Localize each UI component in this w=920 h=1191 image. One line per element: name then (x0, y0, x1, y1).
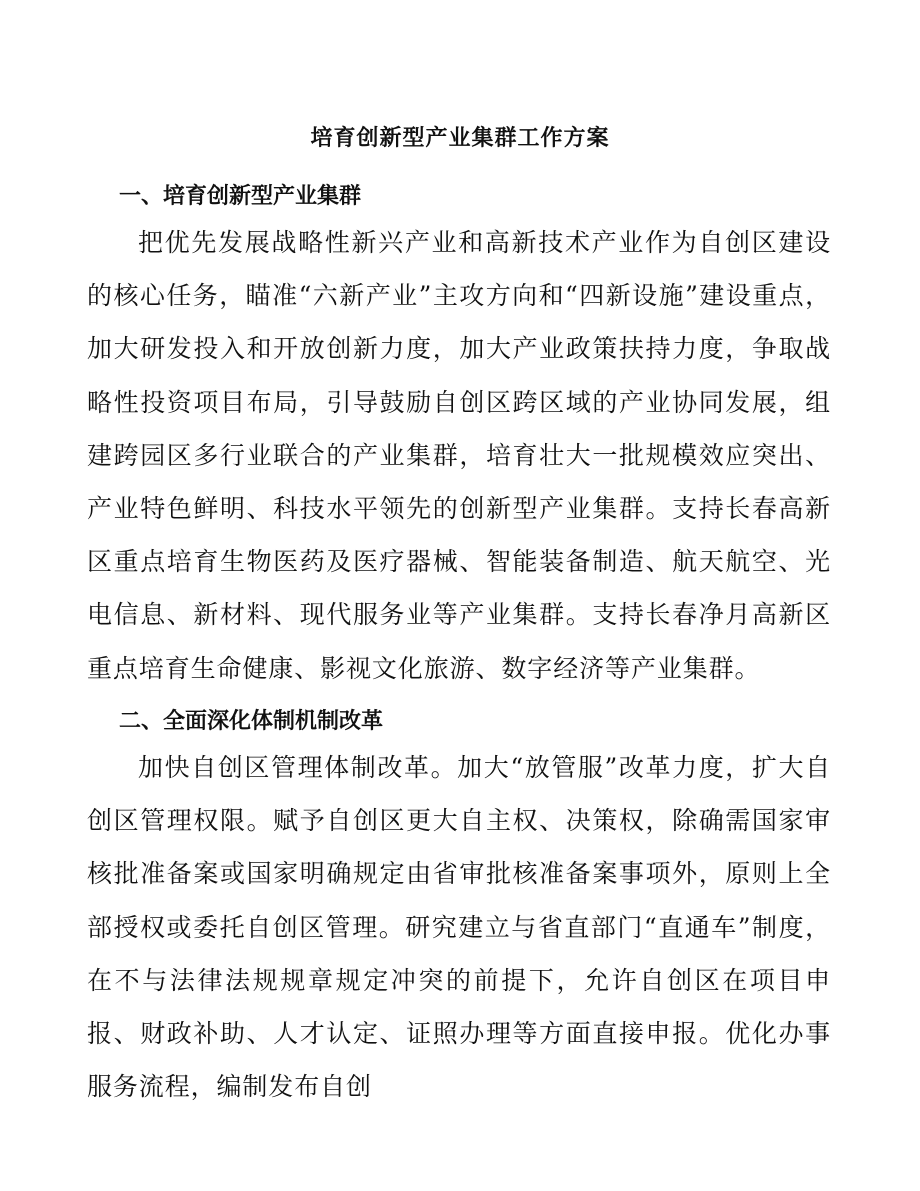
section-heading-2: 二、全面深化体制机制改革 (119, 708, 384, 734)
section-paragraph-1: 把优先发展战略性新兴产业和高新技术产业作为自创区建设的核心任务，瞄准“六新产业”主攻方向和“四新设施”建设重点，加大研发投入和开放创新力度，加大产业政策扶持力度，争取战略性投资项目布局，引导鼓励自创区跨区域的产业协同发展，组建跨园区多行业联合的产业集群，培育壮大一批规模效应突出、产业特色鲜明、科技水平领先的创新型产业集群。支持长春高新区重点培育生物医药及医疗器械、智能装备制造、航天航空、光电信息、新材料、现代服务业等产业集群。支持长春净月高新区重点培育生命健康、影视文化旅游、数字经济等产业集群。 (87, 228, 831, 683)
document-title: 培育创新型产业集群工作方案 (310, 125, 610, 151)
section-heading-1: 一、培育创新型产业集群 (119, 183, 362, 209)
section-paragraph-2: 加快自创区管理体制改革。加大“放管服”改革力度，扩大自创区管理权限。赋予自创区更大自主权、决策权，除确需国家审核批准备案或国家明确规定由省审批核准备案事项外，原则上全部授权或委托自创区管理。研究建立与省直部门“直通车”制度，在不与法律法规规章规定冲突的前提下，允许自创区在项目申报、财政补助、人才认定、证照办理等方面直接申报。优化办事服务流程，编制发布自创 (87, 753, 831, 1102)
